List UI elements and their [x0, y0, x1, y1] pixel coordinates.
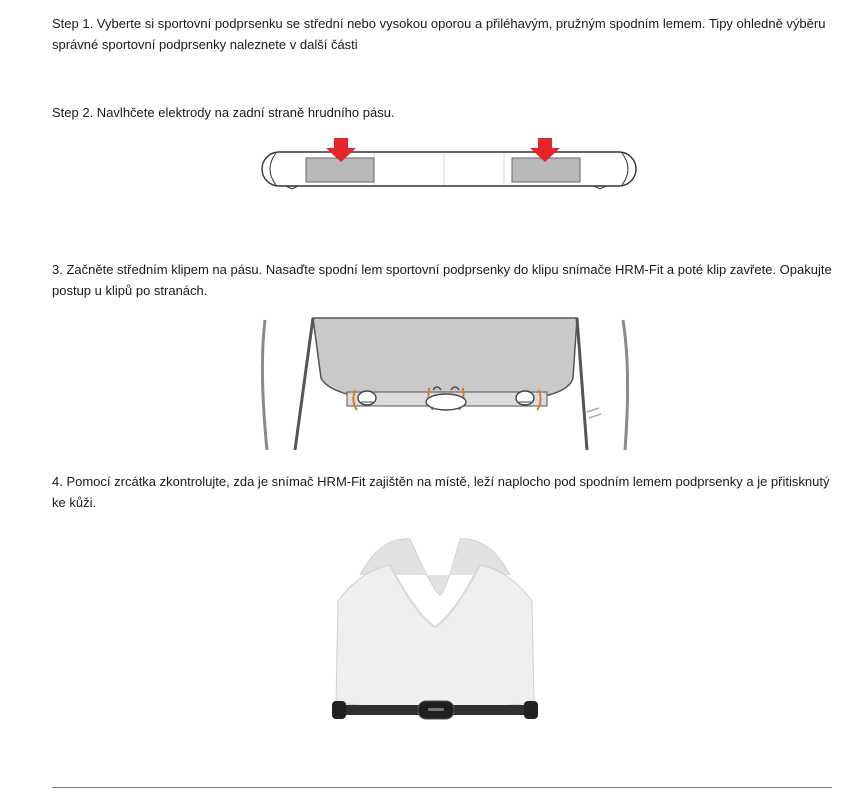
left-band-clip	[332, 701, 346, 719]
step-4-text: 4. Pomocí zrcátka zkontrolujte, zda je snímač HRM-Fit zajištěn na místě, leží naplocho pod spodním lemem podprsenky a je přitisknutý ke kůži.	[52, 474, 830, 510]
sensor-logo	[428, 708, 444, 711]
motion-lines	[587, 408, 601, 418]
step-3-text: 3. Začněte středním klipem na pásu. Nasaďte spodní lem sportovní podprsenky do klipu snímače HRM-Fit a poté klip zavřete. Opakujte postup u klipů po stranách.	[52, 262, 832, 298]
chest-strap-electrodes-illustration	[254, 136, 644, 194]
bra-torso-outline	[313, 318, 577, 396]
bra-clips-illustration	[255, 310, 645, 450]
right-electrode	[512, 158, 580, 182]
body-left-outline	[262, 320, 267, 450]
right-band-clip	[524, 701, 538, 719]
step-2-text: Step 2. Navlhčete elektrody na zadní straně hrudního pásu.	[52, 105, 395, 120]
bra-cup-right	[577, 318, 587, 450]
step-1-text: Step 1. Vyberte si sportovní podprsenku se střední nebo vysokou oporou a přiléhavým, pružným spodním lemem. Tipy ohledně výběru správné sportovní podprsenky naleznete v další části	[52, 16, 826, 52]
sports-bra-with-sensor-illustration	[320, 535, 550, 735]
page-divider	[52, 787, 832, 788]
body-right-outline	[623, 320, 628, 450]
bra-cup-left	[295, 318, 313, 450]
left-electrode	[306, 158, 374, 182]
